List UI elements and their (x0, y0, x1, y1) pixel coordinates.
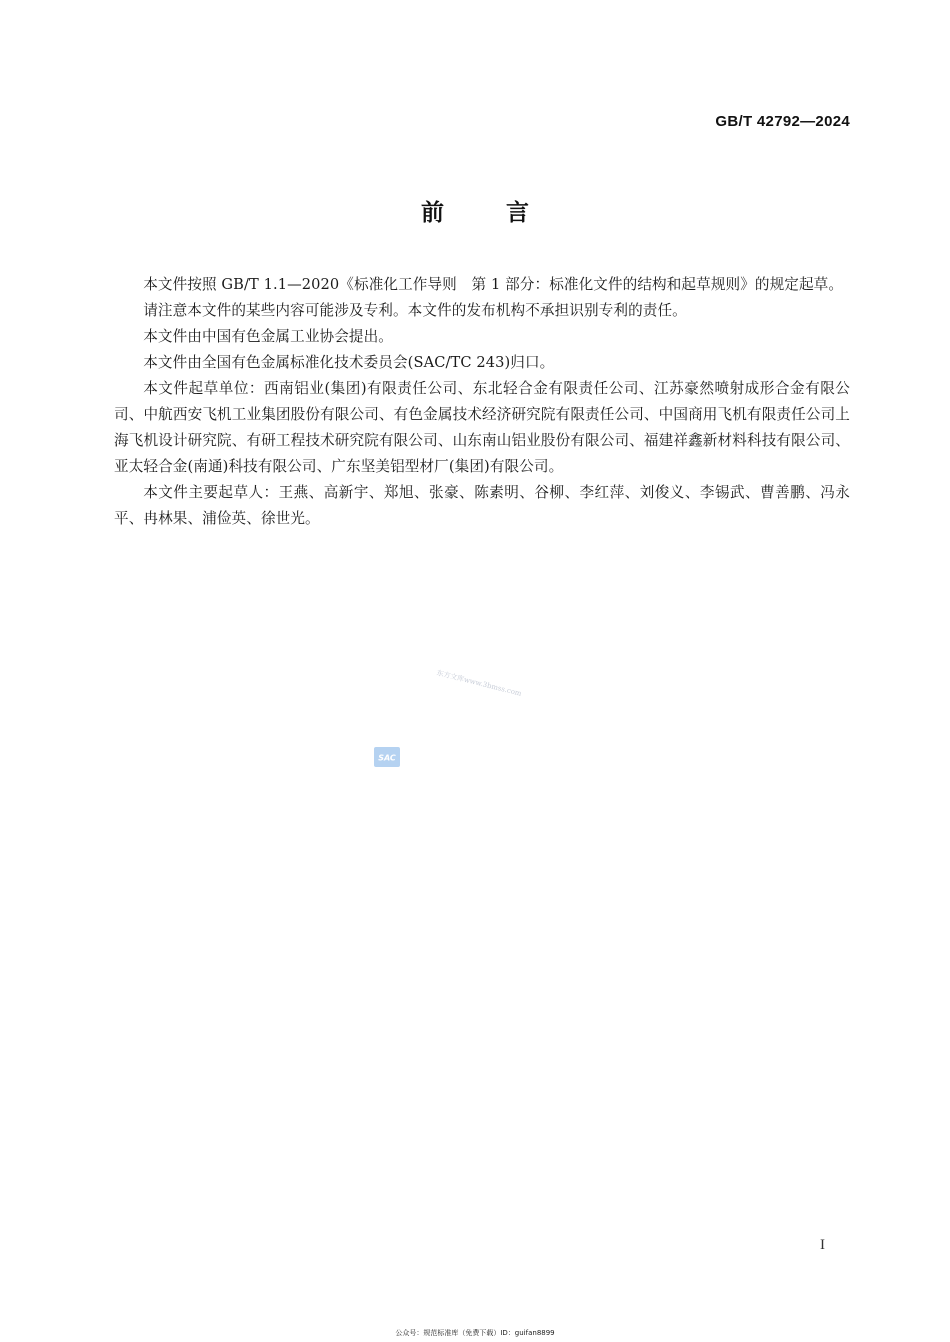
paragraph-proposer: 本文件由中国有色金属工业协会提出。 (143, 328, 393, 345)
foreword-body (114, 272, 850, 532)
sac-logo-watermark (374, 747, 400, 767)
footer-note: 公众号：规范标准库（免费下载）ID：guifan8899 (395, 1329, 555, 1337)
standard-number: GB/T 42792—2024 (715, 113, 850, 130)
paragraph-patent-notice: 请注意本文件的某些内容可能涉及专利。本文件的发布机构不承担识别专利的责任。 (143, 302, 687, 319)
paragraph-main-drafters: 本文件主要起草人：王燕、高新宇、郑旭、张豪、陈素明、谷柳、李红萍、刘俊义、李锡武、曹善鹏、冯永平、冉林果、浦俭英、徐世光。 (114, 484, 850, 527)
watermark-text: 东方文库www.3bmss.com (435, 668, 523, 698)
paragraph-drafting-rules: 本文件按照 GB/T 1.1—2020《标准化工作导则 第 1 部分：标准化文件的结构和起草规则》的规定起草。 (143, 276, 844, 293)
svg-text:SAC: SAC (378, 753, 396, 763)
page-title: 前言 (421, 200, 591, 226)
paragraph-drafting-organizations: 本文件起草单位：西南铝业(集团)有限责任公司、东北轻合金有限责任公司、江苏豪然喷射成形合金有限公司、中航西安飞机工业集团股份有限公司、有色金属技术经济研究院有限责任公司、中国商用飞机有限责任公司上海飞机设计研究院、有研工程技术研究院有限公司、山东南山铝业股份有限公司、福建祥鑫新材料科技有限公司、亚太轻合金(南通)科技有限公司、广东坚美铝型材厂(集团)有限公司。 (114, 380, 850, 475)
page-number: I (820, 1237, 825, 1253)
paragraph-technical-committee: 本文件由全国有色金属标准化技术委员会(SAC/TC 243)归口。 (143, 354, 555, 371)
